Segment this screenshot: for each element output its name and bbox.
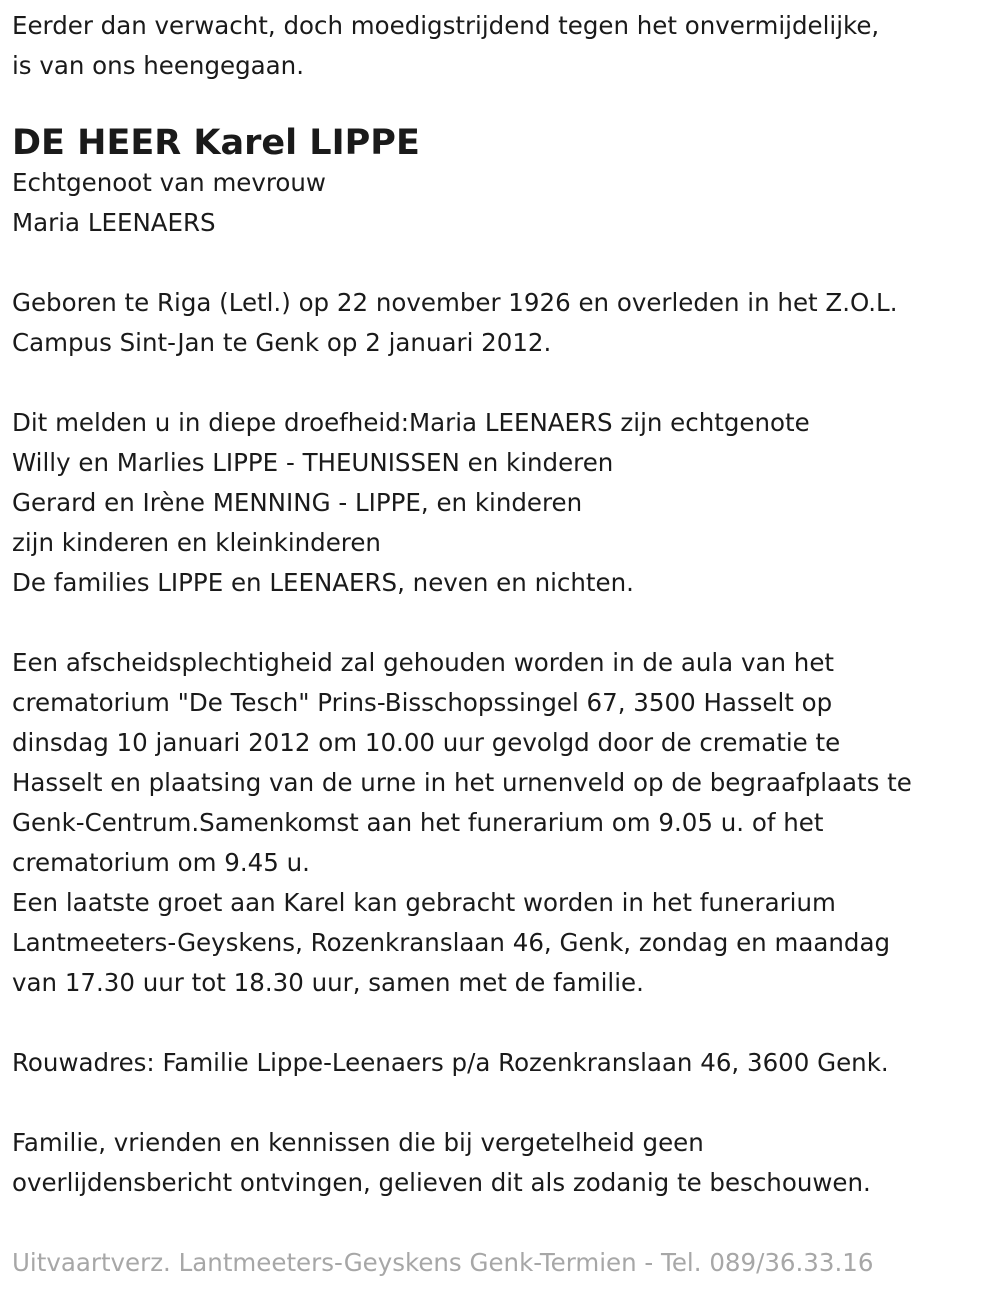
obituary-notice bbox=[12, 0, 992, 1283]
mourner-line: Dit melden u in diepe droefheid:Maria LEENAERS zijn echtgenote bbox=[12, 408, 810, 437]
birth-death-line: Geboren te Riga (Letl.) op 22 november 1926 en overleden in het Z.O.L. bbox=[12, 288, 898, 317]
spouse-line: Echtgenoot van mevrouw bbox=[12, 168, 326, 197]
ceremony-line: Lantmeeters-Geyskens, Rozenkranslaan 46, Genk, zondag en maandag bbox=[12, 928, 891, 957]
ceremony-line: Hasselt en plaatsing van de urne in het urnenveld op de begraafplaats te bbox=[12, 768, 912, 797]
intro-line: is van ons heengegaan. bbox=[12, 51, 304, 80]
mourner-line: Gerard en Irène MENNING - LIPPE, en kinderen bbox=[12, 488, 583, 517]
spouse-line: Maria LEENAERS bbox=[12, 208, 216, 237]
ceremony-line: Een afscheidsplechtigheid zal gehouden worden in de aula van het bbox=[12, 648, 835, 677]
ceremony-line: dinsdag 10 januari 2012 om 10.00 uur gevolgd door de crematie te bbox=[12, 728, 841, 757]
mourner-line: zijn kinderen en kleinkinderen bbox=[12, 528, 381, 557]
mourning-address: Rouwadres: Familie Lippe-Leenaers p/a Rozenkranslaan 46, 3600 Genk. bbox=[12, 1048, 889, 1077]
mourner-line: De families LIPPE en LEENAERS, neven en nichten. bbox=[12, 568, 634, 597]
mourner-line: Willy en Marlies LIPPE - THEUNISSEN en kinderen bbox=[12, 448, 614, 477]
ceremony-line: crematorium om 9.45 u. bbox=[12, 848, 310, 877]
birth-death-line: Campus Sint-Jan te Genk op 2 januari 2012. bbox=[12, 328, 552, 357]
deceased-name: DE HEER Karel LIPPE bbox=[12, 123, 420, 163]
closing-line: Familie, vrienden en kennissen die bij vergetelheid geen bbox=[12, 1128, 704, 1157]
ceremony-line: Een laatste groet aan Karel kan gebracht worden in het funerarium bbox=[12, 888, 836, 917]
ceremony-line: van 17.30 uur tot 18.30 uur, samen met de familie. bbox=[12, 968, 644, 997]
ceremony-line: crematorium "De Tesch" Prins-Bisschopssingel 67, 3500 Hasselt op bbox=[12, 688, 833, 717]
closing-line: overlijdensbericht ontvingen, gelieven dit als zodanig te beschouwen. bbox=[12, 1168, 871, 1197]
intro-line: Eerder dan verwacht, doch moedigstrijdend tegen het onvermijdelijke, bbox=[12, 11, 880, 40]
ceremony-line: Genk-Centrum.Samenkomst aan het funerarium om 9.05 u. of het bbox=[12, 808, 824, 837]
funeral-home-footer: Uitvaartverz. Lantmeeters-Geyskens Genk-Termien - Tel. 089/36.33.16 bbox=[12, 1248, 874, 1277]
